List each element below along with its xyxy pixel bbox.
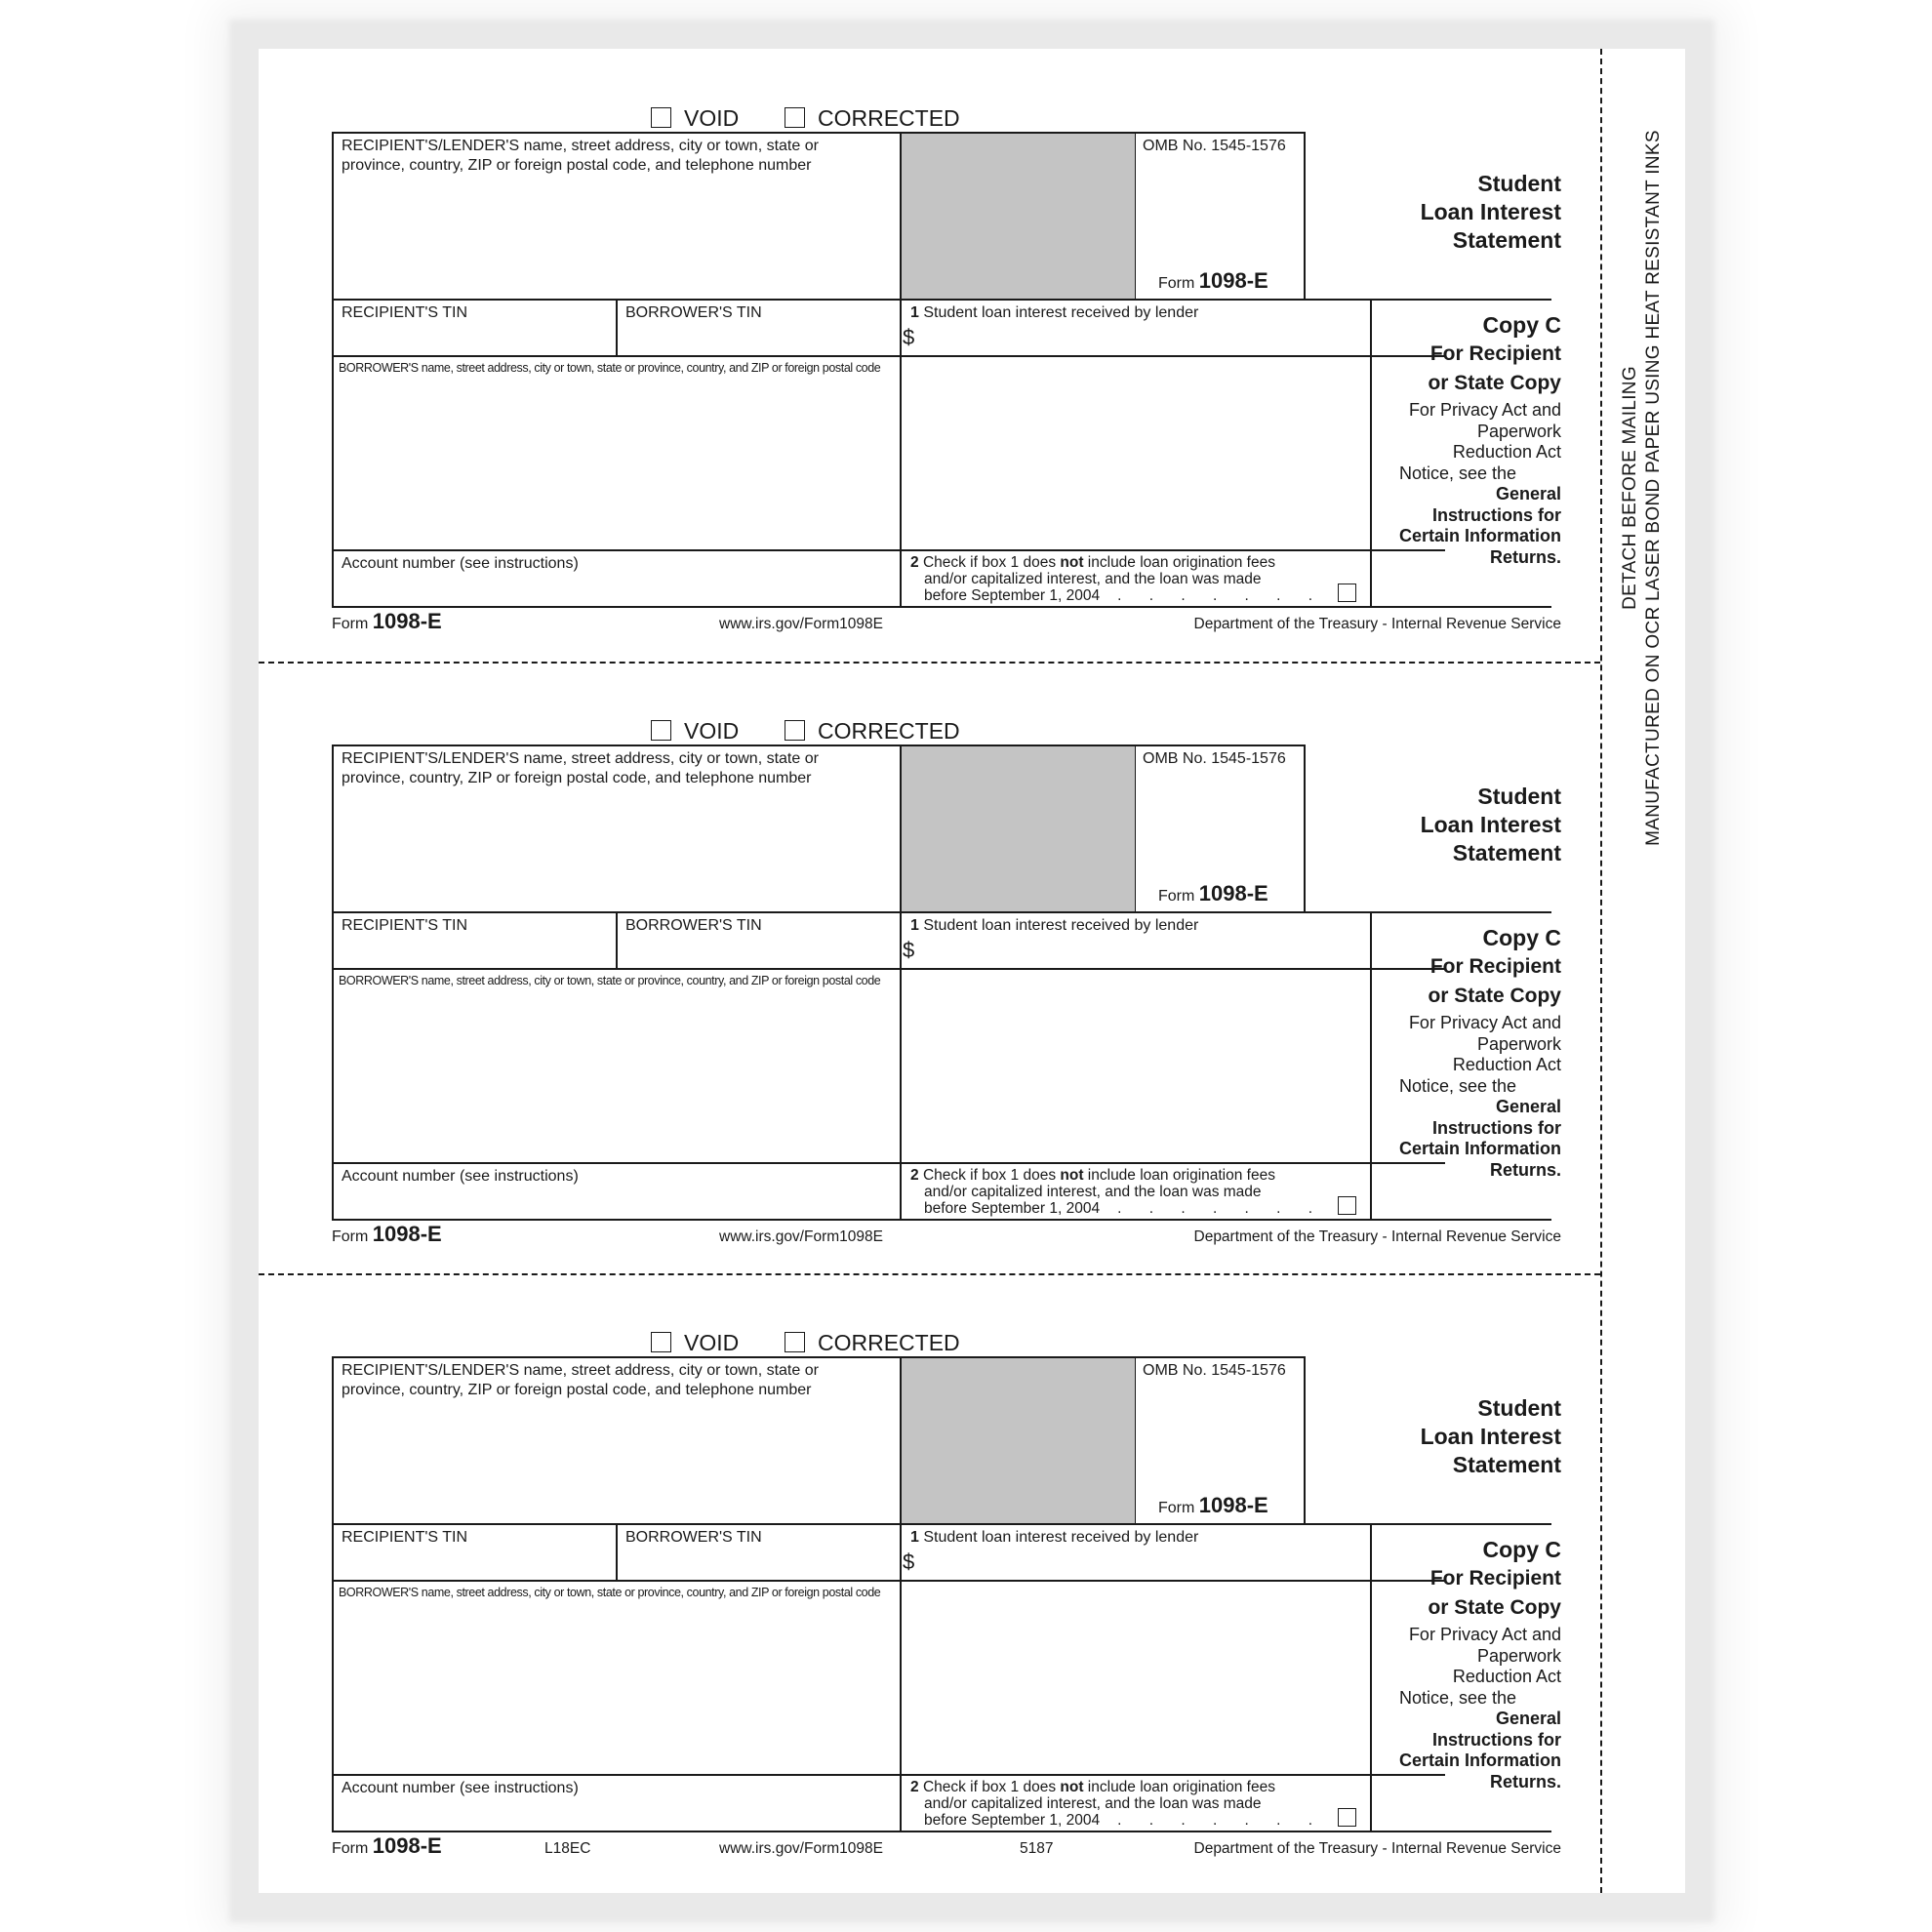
privacy-line6: Instructions for [1431, 1729, 1561, 1750]
title-line3: Statement [1452, 1452, 1561, 1477]
box2-number: 2 [910, 1167, 919, 1184]
box2-text-not: not [1060, 1779, 1084, 1795]
copy-info [1399, 1535, 1561, 1792]
footer-form-id: 1098-E [372, 1222, 442, 1246]
box2-dots: . . . . . . . [1117, 587, 1325, 604]
box2-checkbox[interactable] [1338, 584, 1356, 602]
box1-amount-field[interactable] [922, 938, 1361, 965]
recipient-name-label-line2: province, country, ZIP or foreign postal code, and telephone number [342, 157, 812, 174]
box1-number: 1 [910, 917, 919, 934]
account-number-label: Account number (see instructions) [342, 555, 579, 572]
omb-number: OMB No. 1545-1576 [1143, 1362, 1286, 1379]
copy-column-border [1370, 1523, 1372, 1831]
box2-text-not: not [1060, 554, 1084, 571]
box2-text-line2: and/or capitalized interest, and the loan was made [924, 1795, 1262, 1812]
privacy-line1: For Privacy Act and [1408, 400, 1561, 420]
form-word: Form [1158, 1500, 1195, 1516]
left-border [332, 1356, 334, 1831]
copy-info [1399, 923, 1561, 1181]
box2-label [910, 554, 1324, 604]
privacy-line2: Paperwork [1476, 1033, 1561, 1054]
recipient-name-field[interactable] [342, 178, 893, 293]
footer-form-number [332, 1835, 442, 1860]
privacy-line2: Paperwork [1476, 421, 1561, 441]
box2-dots: . . . . . . . [1117, 1200, 1325, 1217]
privacy-line5: General [1495, 1097, 1561, 1116]
void-checkbox[interactable] [651, 720, 671, 741]
box2-checkbox[interactable] [1338, 1196, 1356, 1215]
borrower-tin-label: BORROWER'S TIN [625, 304, 762, 321]
recipient-tin-label: RECIPIENT'S TIN [342, 917, 467, 934]
recipient-name-label-line1: RECIPIENT'S/LENDER'S name, street address, city or town, state or [342, 1362, 819, 1379]
box1-label [910, 1528, 1198, 1547]
row-line-1 [332, 1523, 1551, 1525]
dollar-sign: $ [903, 938, 915, 962]
privacy-line7: Certain Information [1398, 526, 1561, 545]
left-border [332, 745, 334, 1220]
shaded-area [902, 134, 1136, 299]
recipient-tin-label: RECIPIENT'S TIN [342, 304, 467, 321]
account-number-label: Account number (see instructions) [342, 1780, 579, 1796]
borrower-name-field[interactable] [337, 1605, 895, 1769]
copy-title: Copy C [1482, 312, 1561, 338]
recipient-name-field[interactable] [342, 1402, 893, 1517]
omb-right-border [1304, 132, 1306, 300]
form-sheet [259, 49, 1685, 1893]
box2-text-line2: and/or capitalized interest, and the loan was made [924, 1184, 1262, 1200]
row-line-3 [332, 549, 1445, 551]
footer-url[interactable]: www.irs.gov/Form1098E [719, 1228, 883, 1245]
borrower-name-label: BORROWER'S name, street address, city or town, state or province, country, and ZIP or foreign postal code [339, 361, 881, 375]
borrower-name-field[interactable] [337, 993, 895, 1157]
form-1098e-copy-2 [259, 662, 1685, 1277]
row-line-3 [332, 1774, 1445, 1776]
void-label: VOID [684, 718, 740, 744]
title-line2: Loan Interest [1420, 199, 1561, 224]
account-number-label: Account number (see instructions) [342, 1168, 579, 1185]
corrected-label: CORRECTED [818, 105, 960, 131]
top-border [332, 745, 1306, 746]
privacy-line8: Returns. [1489, 1771, 1561, 1791]
row-line-1 [332, 911, 1551, 913]
borrower-name-field[interactable] [337, 381, 895, 544]
row-line-3 [332, 1162, 1445, 1164]
privacy-line7: Certain Information [1398, 1139, 1561, 1158]
privacy-line3: Reduction Act [1452, 1055, 1561, 1074]
footer-department: Department of the Treasury - Internal Revenue Service [1193, 616, 1561, 632]
form-number-header [1158, 881, 1268, 906]
title-line2: Loan Interest [1420, 1424, 1561, 1449]
form-number-header [1158, 1493, 1268, 1518]
corrected-checkbox[interactable] [785, 1332, 805, 1352]
form-title [1421, 170, 1561, 255]
row-line-2 [332, 1580, 1445, 1582]
top-border [332, 1356, 1306, 1358]
recipient-name-label-line2: province, country, ZIP or foreign postal code, and telephone number [342, 1382, 812, 1398]
top-border [332, 132, 1306, 134]
privacy-line2: Paperwork [1476, 1645, 1561, 1666]
box1-text: Student loan interest received by lender [923, 304, 1199, 321]
footer-catalog-number: 5187 [1020, 1840, 1054, 1857]
borrower-tin-label: BORROWER'S TIN [625, 1529, 762, 1546]
copy-column-border [1370, 299, 1372, 607]
title-line2: Loan Interest [1420, 812, 1561, 837]
corrected-label: CORRECTED [818, 718, 960, 744]
void-label: VOID [684, 1330, 740, 1355]
copy-column-border [1370, 911, 1372, 1220]
copy-sub2: or State Copy [1428, 372, 1561, 394]
dollar-sign: $ [903, 1550, 915, 1574]
omb-right-border [1304, 1356, 1306, 1524]
borrower-name-label: BORROWER'S name, street address, city or town, state or province, country, and ZIP or foreign postal code [339, 1586, 881, 1599]
corrected-checkbox[interactable] [785, 720, 805, 741]
corrected-checkbox[interactable] [785, 107, 805, 128]
form-number: 1098-E [1198, 268, 1268, 293]
form-number: 1098-E [1198, 881, 1268, 906]
box2-number: 2 [910, 554, 919, 571]
borrower-name-label: BORROWER'S name, street address, city or town, state or province, country, and ZIP or foreign postal code [339, 974, 881, 987]
box2-text-a: Check if box 1 does [922, 1779, 1061, 1795]
account-number-field[interactable] [337, 574, 895, 603]
tin-divider [616, 1523, 618, 1580]
box2-label [910, 1779, 1324, 1829]
borrower-tin-field[interactable] [621, 935, 896, 966]
void-checkbox[interactable] [651, 1332, 671, 1352]
bottom-border [332, 1219, 1551, 1221]
box1-number: 1 [910, 1529, 919, 1546]
privacy-line3: Reduction Act [1452, 442, 1561, 462]
omb-number: OMB No. 1545-1576 [1143, 138, 1286, 154]
footer-form-word: Form [332, 1840, 369, 1857]
row-line-1 [332, 299, 1551, 301]
privacy-line4: Notice, see the [1398, 1075, 1517, 1096]
box2-checkbox[interactable] [1338, 1808, 1356, 1827]
manufacture-notice: MANUFACTURED ON OCR LASER BOND PAPER USING HEAT RESISTANT INKS [1643, 130, 1664, 846]
bottom-border [332, 606, 1551, 608]
copy-title: Copy C [1482, 1537, 1561, 1562]
privacy-line4: Notice, see the [1398, 463, 1517, 483]
privacy-line1: For Privacy Act and [1408, 1625, 1561, 1644]
borrower-tin-field[interactable] [621, 1547, 896, 1578]
form-number: 1098-E [1198, 1493, 1268, 1517]
privacy-line1: For Privacy Act and [1408, 1013, 1561, 1032]
box1-amount-field[interactable] [922, 325, 1361, 352]
privacy-line6: Instructions for [1431, 1117, 1561, 1138]
privacy-line7: Certain Information [1398, 1751, 1561, 1770]
footer-form-id: 1098-E [372, 609, 442, 633]
recipient-tin-label: RECIPIENT'S TIN [342, 1529, 467, 1546]
recipient-tin-field[interactable] [337, 1547, 612, 1578]
box2-text-line3: before September 1, 2004 [924, 1812, 1101, 1829]
row-line-2 [332, 968, 1445, 970]
bottom-border [332, 1831, 1551, 1832]
box1-label [910, 916, 1198, 935]
account-number-field[interactable] [337, 1187, 895, 1216]
shaded-area [902, 746, 1136, 911]
corrected-label: CORRECTED [818, 1330, 960, 1355]
footer-form-number [332, 611, 442, 635]
footer-form-word: Form [332, 1228, 369, 1245]
dollar-sign: $ [903, 325, 915, 349]
left-border [332, 132, 334, 607]
shaded-right-border [1135, 1356, 1136, 1524]
recipient-tin-field[interactable] [337, 322, 612, 353]
copy-sub1: For Recipient [1429, 1567, 1561, 1590]
copy-sub2: or State Copy [1428, 985, 1561, 1007]
privacy-line5: General [1495, 484, 1561, 503]
omb-right-border [1304, 745, 1306, 912]
shaded-area [902, 1358, 1136, 1523]
form-title [1421, 1394, 1561, 1479]
void-label: VOID [684, 105, 740, 131]
shaded-right-border [1135, 745, 1136, 912]
box2-number: 2 [910, 1779, 919, 1795]
title-line3: Statement [1452, 227, 1561, 253]
row-line-2 [332, 355, 1445, 357]
title-line1: Student [1477, 784, 1561, 809]
privacy-line3: Reduction Act [1452, 1667, 1561, 1686]
recipient-name-label-line1: RECIPIENT'S/LENDER'S name, street address, city or town, state or [342, 750, 819, 767]
title-line3: Statement [1452, 840, 1561, 865]
footer-form-word: Form [332, 616, 369, 632]
privacy-line8: Returns. [1489, 546, 1561, 567]
box2-text-a: Check if box 1 does [922, 1167, 1061, 1184]
detach-notice: DETACH BEFORE MAILING [1620, 366, 1640, 610]
box2-label [910, 1167, 1324, 1217]
form-title [1421, 783, 1561, 867]
copy-title: Copy C [1482, 925, 1561, 950]
box2-text-line2: and/or capitalized interest, and the loan was made [924, 571, 1262, 587]
form-1098e-copy-1 [259, 49, 1685, 664]
omb-number: OMB No. 1545-1576 [1143, 750, 1286, 767]
box1-text: Student loan interest received by lender [923, 1529, 1199, 1546]
recipient-name-field[interactable] [342, 790, 893, 906]
form-word: Form [1158, 888, 1195, 905]
footer-department: Department of the Treasury - Internal Revenue Service [1193, 1228, 1561, 1245]
tin-divider [616, 911, 618, 968]
box1-text: Student loan interest received by lender [923, 917, 1199, 934]
form-number-header [1158, 268, 1268, 294]
box1-number: 1 [910, 304, 919, 321]
privacy-line4: Notice, see the [1398, 1687, 1517, 1708]
box2-dots: . . . . . . . [1117, 1812, 1325, 1829]
form-word: Form [1158, 275, 1195, 292]
copy-sub2: or State Copy [1428, 1596, 1561, 1619]
privacy-line6: Instructions for [1431, 504, 1561, 525]
borrower-tin-field[interactable] [621, 322, 896, 353]
form-1098e-copy-3 [259, 1273, 1685, 1889]
recipient-tin-field[interactable] [337, 935, 612, 966]
tin-divider [616, 299, 618, 355]
recipient-name-label-line1: RECIPIENT'S/LENDER'S name, street address, city or town, state or [342, 138, 819, 154]
footer-form-id: 1098-E [372, 1833, 442, 1858]
title-line1: Student [1477, 1395, 1561, 1421]
box2-text-c: include loan origination fees [1083, 1779, 1275, 1795]
box2-text-a: Check if box 1 does [922, 554, 1061, 571]
copy-info [1399, 310, 1561, 568]
box1-amount-field[interactable] [922, 1550, 1361, 1577]
borrower-tin-label: BORROWER'S TIN [625, 917, 762, 934]
copy-sub1: For Recipient [1429, 342, 1561, 365]
void-checkbox[interactable] [651, 107, 671, 128]
box2-text-line3: before September 1, 2004 [924, 587, 1101, 604]
box2-text-not: not [1060, 1167, 1084, 1184]
footer-url[interactable]: www.irs.gov/Form1098E [719, 1840, 883, 1857]
title-line1: Student [1477, 171, 1561, 196]
shaded-right-border [1135, 132, 1136, 300]
footer-department: Department of the Treasury - Internal Revenue Service [1193, 1840, 1561, 1857]
privacy-line8: Returns. [1489, 1159, 1561, 1180]
footer-code: L18EC [544, 1840, 591, 1857]
box2-text-line3: before September 1, 2004 [924, 1200, 1101, 1217]
footer-url[interactable]: www.irs.gov/Form1098E [719, 616, 883, 632]
recipient-name-label-line2: province, country, ZIP or foreign postal code, and telephone number [342, 770, 812, 786]
privacy-line5: General [1495, 1709, 1561, 1728]
footer-form-number [332, 1224, 442, 1248]
box2-text-c: include loan origination fees [1083, 554, 1275, 571]
box2-text-c: include loan origination fees [1083, 1167, 1275, 1184]
box1-label [910, 303, 1198, 322]
account-number-field[interactable] [337, 1798, 895, 1828]
copy-sub1: For Recipient [1429, 955, 1561, 978]
